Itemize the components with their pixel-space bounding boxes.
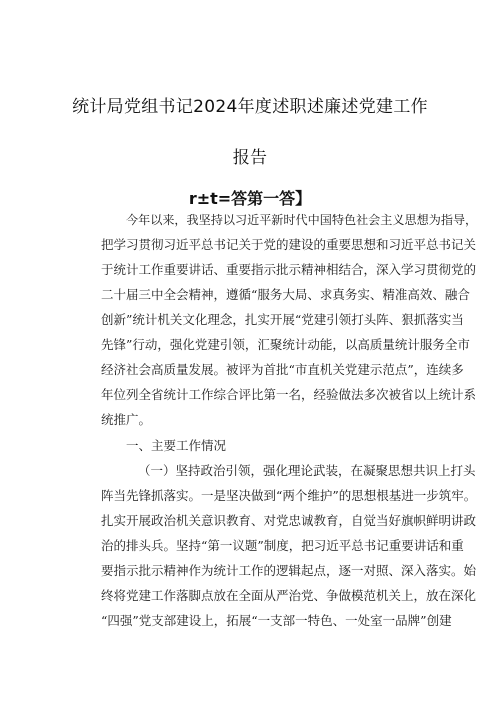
paragraph-line: 统推广。 (101, 412, 152, 427)
paragraph-line: 扎实开展政治机关意识教育、对党忠诚教育，自觉当好旗帜鲜明讲政 (101, 513, 477, 528)
paragraph-line: 今年以来，我坚持以习近平新时代中国特色社会主义思想为指导， (126, 213, 478, 227)
paragraph-line: 阵当先锋抓落实。一是坚决做到“两个维护”的思想根基进一步筑牢。 (101, 488, 477, 503)
paragraph-line: 治的排头兵。坚持“第一议题”制度，把习近平总书记重要讲话和重 (101, 538, 464, 553)
paragraph-line: 于统计工作重要讲话、重要指示批示精神相结合，深入学习贯彻党的 (101, 262, 477, 277)
paragraph-line: 经济社会高质量发展。被评为首批“市直机关党建示范点”，连续多 (101, 362, 464, 377)
paragraph-line: “四强”党支部建设上，拓展“一支部一特色、一处室一品牌”创建 (101, 613, 452, 628)
paragraph-line: 要指示批示精神作为统计工作的逻辑起点，逐一对照、深入落实。始 (101, 563, 477, 578)
paragraph-line: 把学习贯彻习近平总书记关于党的建设的重要思想和习近平总书记关 (101, 237, 477, 252)
paragraph-line: 先锋”行动，强化党建引领，汇聚统计动能，以高质量统计服务全市 (101, 337, 470, 352)
paragraph-line: 年位列全省统计工作综合评比第一名，经验做法多次被省以上统计系 (101, 387, 477, 402)
subsection-line: （一）坚持政治引领，强化理论武装，在凝聚思想共识上打头 (138, 463, 476, 478)
document-title-line-1: 统计局党组书记2024年度述职述廉述党建工作 (72, 97, 428, 117)
paragraph-line: 终将党建工作落脚点放在全面从严治党、争做模范机关上，放在深化 (101, 588, 477, 603)
document-subtitle: r±t=答第一答】 (188, 189, 312, 208)
paragraph-line: 二十届三中全会精神，遵循“服务大局、求真务实、精准高效、融合 (101, 287, 470, 302)
section-heading: 一、主要工作情况 (126, 438, 227, 453)
paragraph-line: 创新”统计机关文化理念，扎实开展“党建引领打头阵、狠抓落实当 (101, 312, 464, 327)
document-title-line-2: 报告 (232, 148, 268, 168)
